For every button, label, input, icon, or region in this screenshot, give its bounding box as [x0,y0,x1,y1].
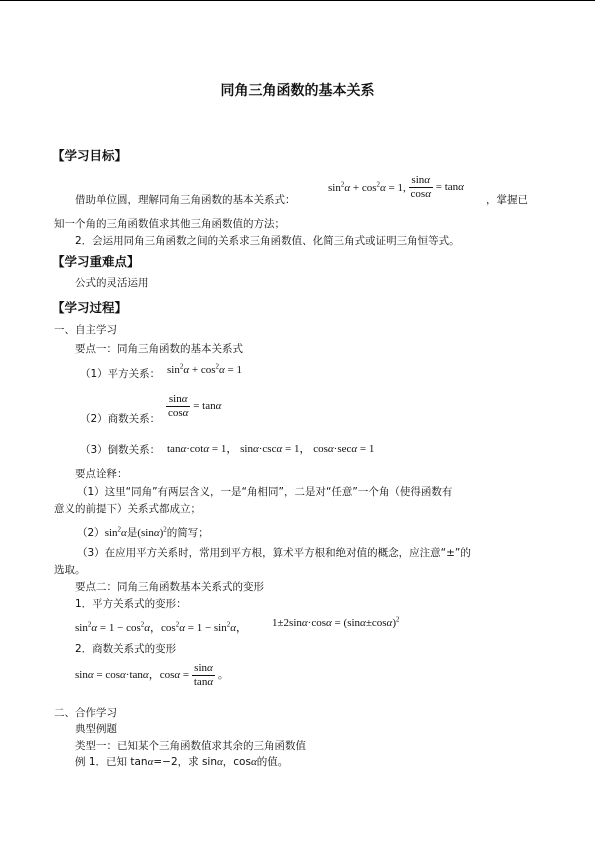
objective-1-lead: 借助单位圆，理解同角三角函数的基本关系式： [75,194,296,206]
example-1: 例 1．已知 tanα=−2，求 sinα，cosα的值。 [75,756,289,768]
page-title: 同角三角函数的基本关系 [220,83,375,99]
section-process: 【学习过程】 [52,300,128,315]
quotient-label: （2）商数关系： [80,413,161,425]
explain-3-line2: 选取。 [54,564,86,576]
formula-square: $\sin^2\alpha + \cos^2\alpha = 1$ [167,362,243,376]
section-key-points: 【学习重难点】 [52,254,140,269]
point2: 要点二：同角三角函数基本关系式的变形 [75,581,264,593]
key-points-text: 公式的灵活运用 [75,277,149,289]
explain-1-line2: 意义的前提下）关系式都成立； [54,503,201,515]
formula-expand-square: $1\pm 2\sin\alpha\cdot\cos\alpha = (\sin\alpha\pm\cos\alpha)^2$ [272,615,400,629]
objective-1-line2: 知一个角的三角函数值求其他三角函数值的方法； [54,218,285,230]
section-objectives: 【学习目标】 [52,148,128,163]
variant2-label: 2．商数关系式的变形 [75,643,177,655]
formula-reciprocal: tanα·cotα = 1， sinα·cscα = 1， cosα·secα = 1 [167,443,375,455]
explain-1-line1: （1）这里“同角”有两层含义，一是“角相同”，二是对“任意”一个角（使得函数有 [77,486,453,498]
reciprocal-label: （3）倒数关系： [80,444,161,456]
examples-heading: 典型例题 [75,723,117,735]
explain-heading: 要点诠释： [75,468,128,480]
objective-2: 2．会运用同角三角函数之间的关系求三角函数值、化简三角式或证明三角恒等式。 [75,235,460,247]
formula-basic-relations: $\sin^2\alpha + \cos^2\alpha = 1$, $\frac{\sin\alpha}{\cos\alpha}$ = tanα [328,174,464,200]
explain-3-line1: （3）在应用平方关系时，常用到平方根，算术平方根和绝对值的概念，应注意“±”的 [77,547,471,559]
type1-heading: 类型一：已知某个三角函数值求其余的三角函数值 [75,740,306,752]
part1-heading: 一、自主学习 [54,324,117,336]
point1: 要点一：同角三角函数的基本关系式 [75,343,243,355]
objective-1-tail: ，掌握已 [486,194,528,206]
formula-quotient-variants: sinα = cosα·tanα，cosα = $\frac{\sin\alpha}{\tan\alpha}$ 。 [75,662,229,688]
part2-heading: 二、合作学习 [54,707,117,719]
square-label: （1）平方关系： [80,368,161,380]
explain-2: $(2)\sin^2\alpha$是$(\sin\alpha)^2$的简写； [77,525,209,539]
formula-quotient: $\frac{\sin\alpha}{\cos\alpha}$ = tanα [168,393,222,419]
formula-square-variants: $\sin^2\alpha = 1 - \cos^2\alpha$，$\cos^2\alpha = 1 - \sin^2\alpha$， [75,620,248,634]
variant1-label: 1．平方关系式的变形： [75,598,187,610]
header-rule [0,0,595,1]
